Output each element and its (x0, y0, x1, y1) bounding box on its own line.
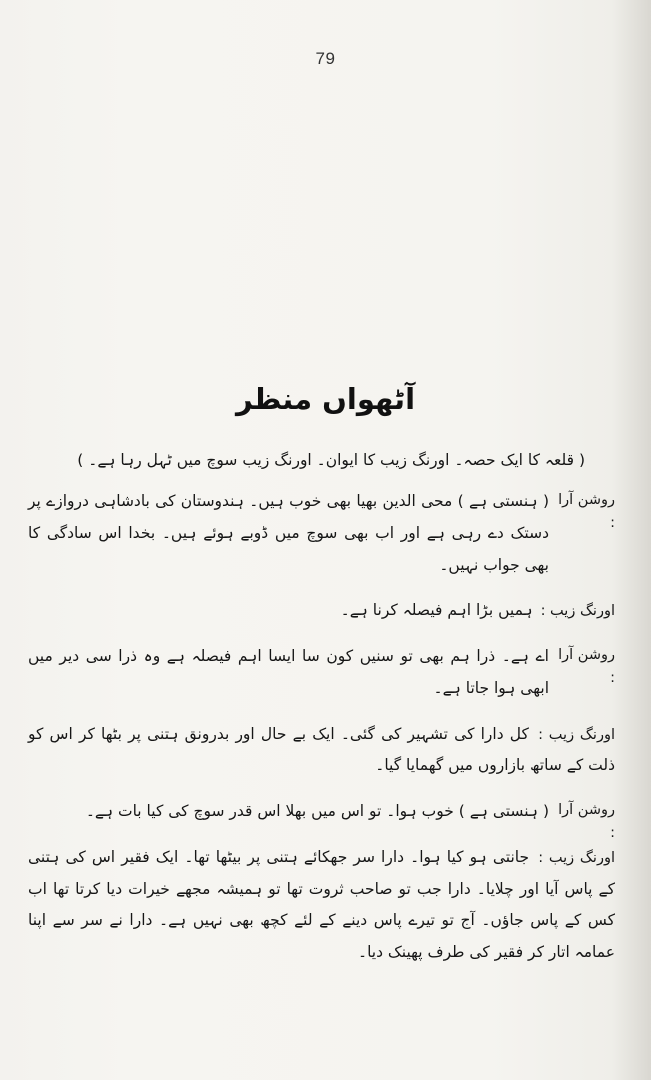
dialogue-2 (28, 595, 615, 627)
dialogue-6 (28, 842, 615, 969)
dialogue-3 (28, 641, 615, 705)
speech-line (28, 842, 615, 969)
speaker-roshan-ara: روشن آرا : (558, 492, 615, 532)
speech-line (28, 595, 615, 627)
speaker-roshan-ara: روشن آرا : (558, 802, 615, 842)
stage-direction: ( قلعہ کا ایک حصہ۔ اورنگ زیب کا ایوان۔ اورنگ زیب سوچ میں ٹہل رہا ہے۔ ) (77, 451, 585, 469)
speaker-aurangzeb: اورنگ زیب : (538, 849, 615, 866)
speech-text: ہمیں بڑا اہم فیصلہ کرنا ہے۔ (340, 601, 533, 620)
dialogue-5 (28, 796, 615, 842)
speech-text: اے ہے۔ ذرا ہم بھی تو سنیں کون سا ایسا اہم فیصلہ ہے وہ ذرا سی دیر میں ابھی ہوا جاتا ہے۔ (28, 647, 549, 697)
speaker-roshan-ara: روشن آرا : (558, 647, 615, 687)
speaker-aurangzeb: اورنگ زیب : (538, 726, 615, 743)
speech-text: ( ہنستی ہے ) محی الدین بھیا بھی خوب ہیں۔ ہندوستان کی بادشاہی دروازے پر دستک دے رہی ہے اور اب بھی سوچ میں ڈوبے ہوئے ہیں۔ بخدا اس سادگی کا بھی جواب نہیں۔ (28, 492, 549, 574)
speech-text: کل دارا کی تشہیر کی گئی۔ ایک بے حال اور بدرونق ہتنی پر بٹھا کر اس کو ذلت کے ساتھ بازاروں میں گھمایا گیا۔ (28, 724, 615, 775)
speech-text: ( ہنستی ہے ) خوب ہوا۔ تو اس میں بھلا اس قدر سوچ کی کیا بات ہے۔ (85, 802, 549, 821)
dialogue-1 (28, 486, 615, 581)
dialogue-list (28, 486, 615, 983)
speaker-aurangzeb: اورنگ زیب : (540, 603, 615, 620)
speech-text: جانتی ہو کیا ہوا۔ دارا سر جھکائے ہتنی پر بیٹھا تھا۔ ایک فقیر اس کی ہتنی کے پاس آیا اور چلایا۔ دارا جب تو صاحب ثروت تھا تو ہمیشہ مجھے خیرات دیا کرتا تھا اب کس کے پاس جاؤں۔ آج تو تیرے پاس دینے کے لئے کچھ بھی نہیں ہے۔ دارا نے سر سے اپنا عمامہ اتار کر فقیر کی طرف پھینک دیا۔ (28, 847, 615, 962)
scene-title: آٹھواں منظر (235, 382, 416, 416)
speech-line (28, 719, 615, 783)
dialogue-4 (28, 719, 615, 783)
page-number: 79 (315, 49, 336, 68)
